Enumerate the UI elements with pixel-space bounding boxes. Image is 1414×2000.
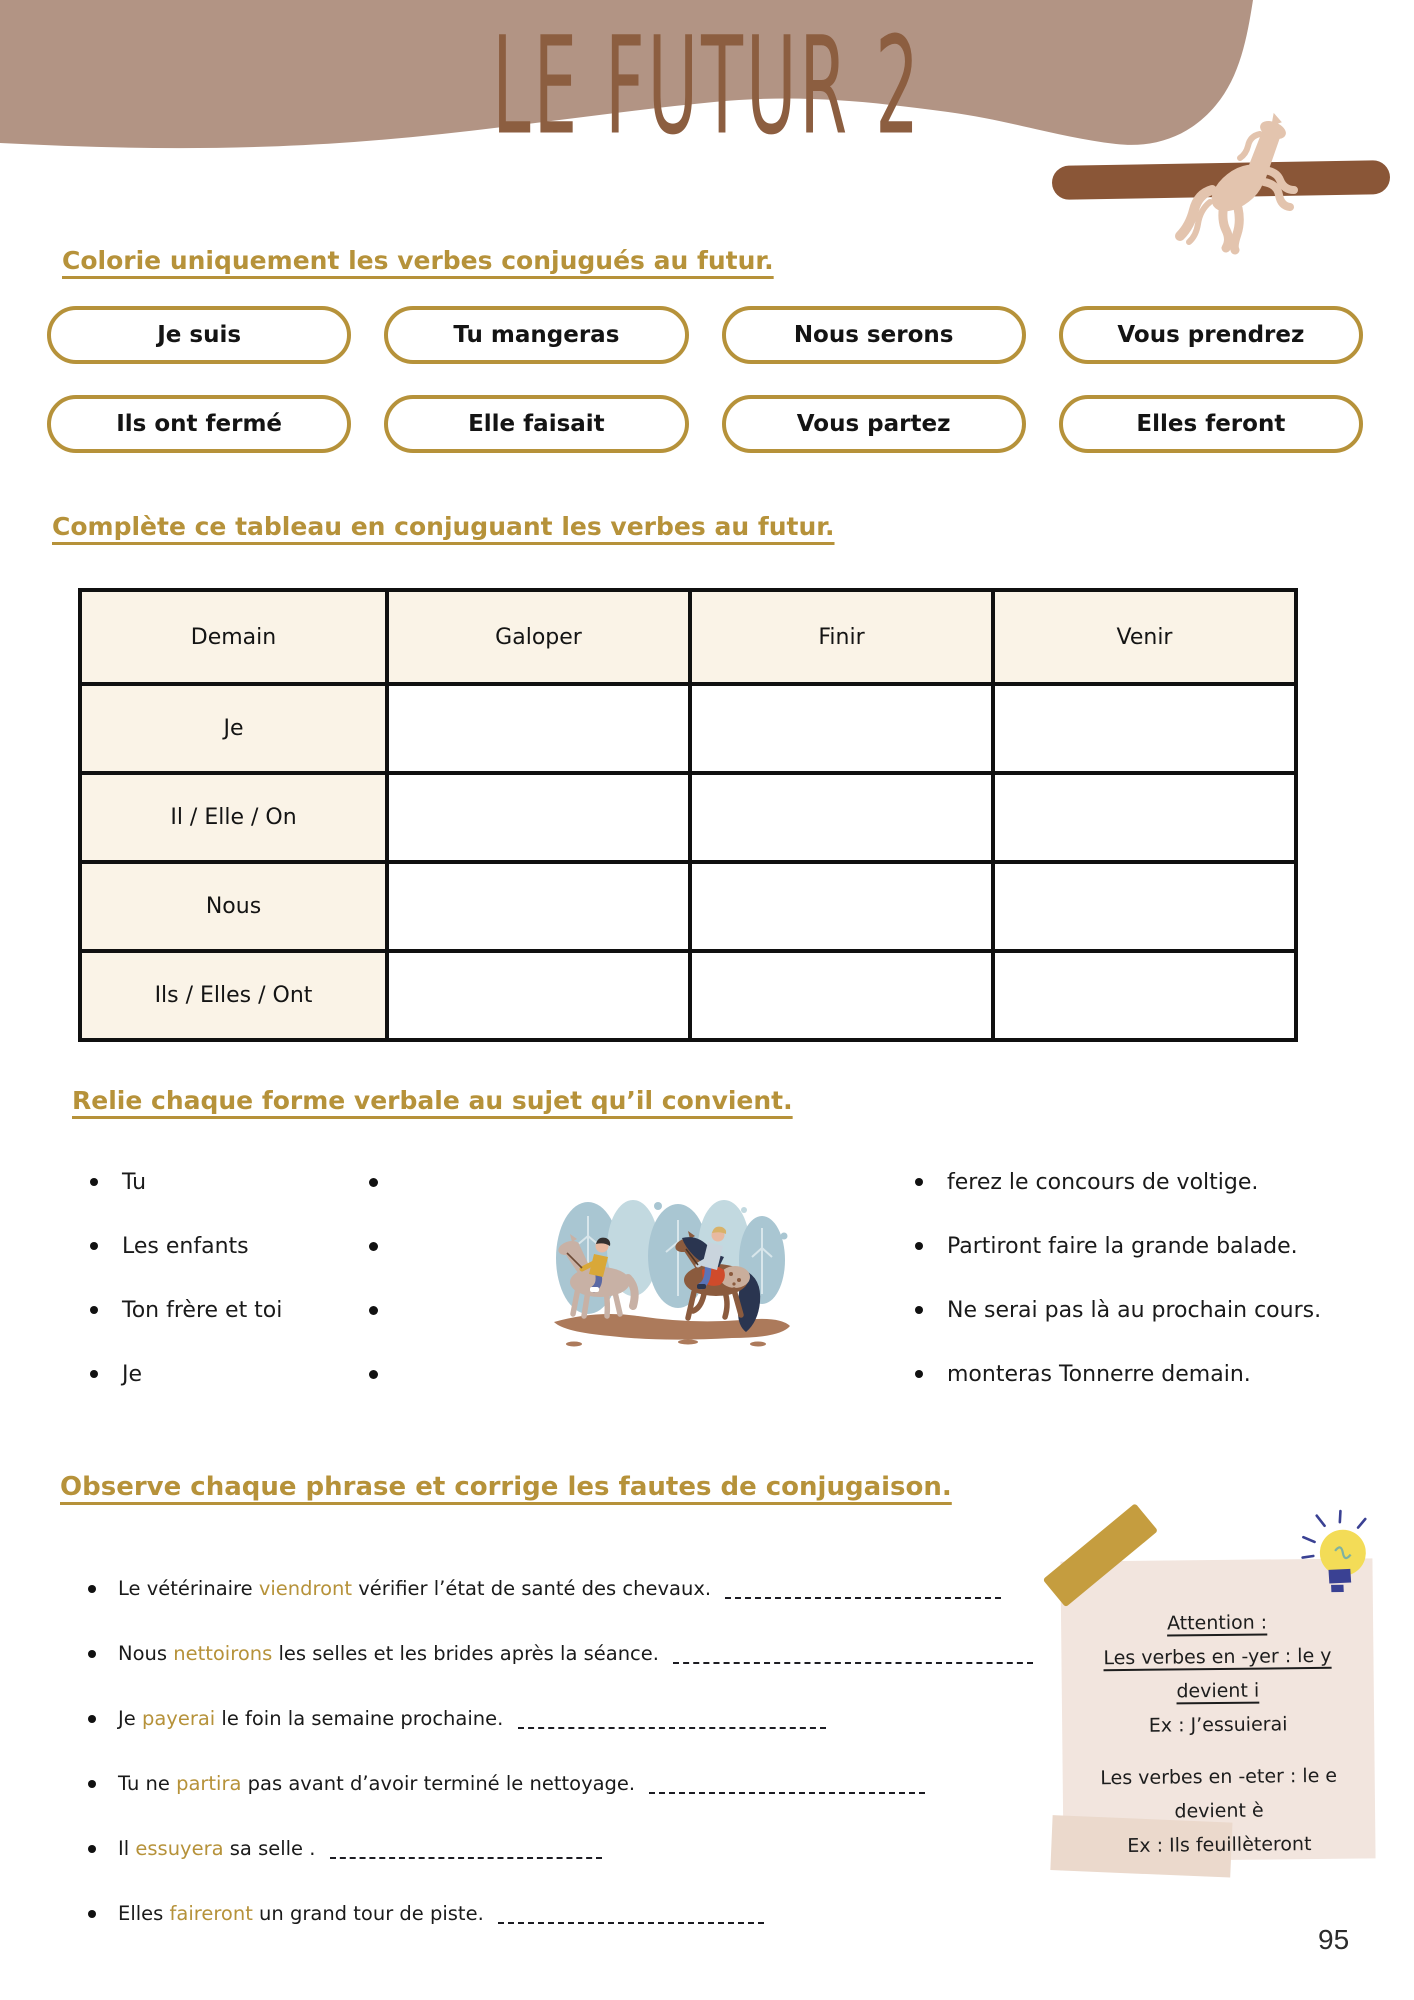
verb-pill[interactable]: Vous prendrez bbox=[1059, 306, 1363, 364]
table-row-label: Il / Elle / On bbox=[80, 773, 387, 862]
match-subject-row bbox=[90, 1214, 378, 1278]
table-row-label: Je bbox=[80, 684, 387, 773]
answer-line[interactable] bbox=[725, 1579, 1001, 1599]
answer-line[interactable] bbox=[498, 1904, 764, 1924]
sentence-text: les selles et les brides après la séance. bbox=[272, 1642, 666, 1665]
note-rule1-line2: devient i bbox=[1176, 1679, 1260, 1703]
sentence-text: le foin la semaine prochaine. bbox=[215, 1707, 510, 1730]
subject-label: Les enfants bbox=[122, 1233, 249, 1259]
bullet-icon bbox=[90, 1370, 98, 1378]
exercise1-instruction: Colorie uniquement les verbes conjugués au futur. bbox=[62, 246, 774, 275]
predicate-label: Ne serai pas là au prochain cours. bbox=[947, 1297, 1322, 1323]
exercise4-instruction: Observe chaque phrase et corrige les fautes de conjugaison. bbox=[60, 1472, 952, 1502]
sentence-text: pas avant d’avoir terminé le nettoyage. bbox=[241, 1772, 642, 1795]
verb-pill[interactable]: Vous partez bbox=[722, 395, 1026, 453]
exercise3-instruction: Relie chaque forme verbale au sujet qu’il convient. bbox=[72, 1086, 793, 1115]
answer-cell[interactable] bbox=[993, 684, 1296, 773]
subject-label: Tu bbox=[122, 1169, 147, 1195]
connector-dot[interactable] bbox=[369, 1178, 378, 1187]
table-row-label: Ils / Elles / Ont bbox=[80, 951, 387, 1040]
sentence-error-verb: nettoirons bbox=[173, 1642, 273, 1665]
connector-dot[interactable] bbox=[915, 1370, 923, 1378]
match-subject-row bbox=[90, 1278, 378, 1342]
subject-label: Ton frère et toi bbox=[122, 1297, 283, 1323]
connector-dot[interactable] bbox=[915, 1242, 923, 1250]
sentence-error-verb: essuyera bbox=[135, 1837, 224, 1860]
connector-dot[interactable] bbox=[915, 1306, 923, 1314]
connector-dot[interactable] bbox=[369, 1370, 378, 1379]
answer-cell[interactable] bbox=[387, 773, 690, 862]
answer-line[interactable] bbox=[518, 1709, 826, 1729]
table-row bbox=[80, 951, 1296, 1040]
connector-dot[interactable] bbox=[369, 1306, 378, 1315]
table-header-row bbox=[80, 590, 1296, 684]
answer-line[interactable] bbox=[330, 1839, 602, 1859]
match-subject-row bbox=[90, 1150, 378, 1214]
bullet-icon bbox=[88, 1650, 96, 1658]
lightbulb-icon bbox=[1290, 1508, 1387, 1613]
answer-cell[interactable] bbox=[387, 684, 690, 773]
sentence-row bbox=[88, 1556, 1088, 1621]
sentence-text: Je bbox=[118, 1707, 142, 1730]
match-predicate-row bbox=[915, 1342, 1321, 1406]
table-header-cell: Finir bbox=[690, 590, 993, 684]
note-title: Attention : bbox=[1166, 1611, 1268, 1635]
predicate-label: ferez le concours de voltige. bbox=[947, 1169, 1259, 1195]
sentence-text: Nous bbox=[118, 1642, 174, 1665]
bullet-icon bbox=[88, 1845, 96, 1853]
answer-cell[interactable] bbox=[993, 773, 1296, 862]
sentence-row bbox=[88, 1751, 1088, 1816]
predicate-label: Partiront faire la grande balade. bbox=[947, 1233, 1298, 1259]
page-number: 95 bbox=[1318, 1924, 1350, 1955]
match-predicate-row bbox=[915, 1150, 1321, 1214]
bullet-icon bbox=[88, 1780, 96, 1788]
answer-cell[interactable] bbox=[690, 951, 993, 1040]
answer-line[interactable] bbox=[673, 1644, 1033, 1664]
answer-cell[interactable] bbox=[387, 951, 690, 1040]
bullet-icon bbox=[90, 1242, 98, 1250]
subject-label: Je bbox=[122, 1361, 143, 1387]
sentence-row bbox=[88, 1881, 1088, 1946]
sentence-error-verb: partira bbox=[176, 1772, 242, 1795]
verb-pill[interactable]: Je suis bbox=[47, 306, 351, 364]
sentence-text: un grand tour de piste. bbox=[252, 1902, 490, 1925]
match-subjects-column bbox=[90, 1150, 378, 1406]
match-predicate-row bbox=[915, 1214, 1321, 1278]
sentence-error-verb: viendront bbox=[258, 1577, 353, 1600]
sentence-text: sa selle . bbox=[223, 1837, 322, 1860]
correction-sentences bbox=[88, 1556, 1088, 1946]
verb-pill[interactable]: Elle faisait bbox=[384, 395, 688, 453]
sentence-text: Le vétérinaire bbox=[118, 1577, 259, 1600]
sentence-text: vérifier l’état de santé des chevaux. bbox=[352, 1577, 718, 1600]
sentence-error-verb: payerai bbox=[141, 1707, 216, 1730]
answer-cell[interactable] bbox=[690, 862, 993, 951]
table-header-cell: Demain bbox=[80, 590, 387, 684]
verb-pill-grid bbox=[47, 306, 1363, 453]
connector-dot[interactable] bbox=[915, 1178, 923, 1186]
bullet-icon bbox=[88, 1585, 96, 1593]
table-row bbox=[80, 684, 1296, 773]
verb-pill[interactable]: Elles feront bbox=[1059, 395, 1363, 453]
answer-cell[interactable] bbox=[690, 773, 993, 862]
note-rule2-line2: devient è bbox=[1174, 1799, 1264, 1823]
table-row bbox=[80, 773, 1296, 862]
verb-pill[interactable]: Nous serons bbox=[722, 306, 1026, 364]
verb-pill[interactable]: Tu mangeras bbox=[384, 306, 688, 364]
sentence-row bbox=[88, 1686, 1088, 1751]
verb-pill[interactable]: Ils ont fermé bbox=[47, 395, 351, 453]
note-rule2-example: Ex : Ils feuillèteront bbox=[1127, 1833, 1312, 1857]
table-header-cell: Galoper bbox=[387, 590, 690, 684]
note-rule1-line1: Les verbes en -yer : le y bbox=[1103, 1644, 1332, 1670]
sentence-error-verb: faireront bbox=[169, 1902, 253, 1925]
horse-riding-illustration bbox=[538, 1176, 800, 1354]
bullet-icon bbox=[90, 1178, 98, 1186]
answer-cell[interactable] bbox=[690, 684, 993, 773]
sentence-text: Tu ne bbox=[118, 1772, 177, 1795]
page-title bbox=[0, 8, 1414, 166]
bullet-icon bbox=[88, 1715, 96, 1723]
connector-dot[interactable] bbox=[369, 1242, 378, 1251]
answer-cell[interactable] bbox=[993, 862, 1296, 951]
bullet-icon bbox=[88, 1910, 96, 1918]
sentence-text: Elles bbox=[118, 1902, 170, 1925]
exercise2-instruction: Complète ce tableau en conjuguant les verbes au futur. bbox=[52, 512, 835, 541]
answer-cell[interactable] bbox=[993, 951, 1296, 1040]
sentence-text: Il bbox=[118, 1837, 136, 1860]
conjugation-table bbox=[78, 588, 1298, 1042]
attention-note bbox=[1060, 1558, 1375, 1861]
table-header-cell: Venir bbox=[993, 590, 1296, 684]
sentence-row bbox=[88, 1816, 1088, 1881]
sentence-row bbox=[88, 1621, 1088, 1686]
table-row-label: Nous bbox=[80, 862, 387, 951]
bullet-icon bbox=[90, 1306, 98, 1314]
answer-line[interactable] bbox=[649, 1774, 925, 1794]
page-title-text: LE FUTUR 2 bbox=[492, 8, 922, 166]
answer-cell[interactable] bbox=[387, 862, 690, 951]
table-row bbox=[80, 862, 1296, 951]
note-rule2-line1: Les verbes en -eter : le e bbox=[1100, 1764, 1338, 1790]
match-predicates-column bbox=[915, 1150, 1321, 1406]
match-subject-row bbox=[90, 1342, 378, 1406]
match-predicate-row bbox=[915, 1278, 1321, 1342]
predicate-label: monteras Tonnerre demain. bbox=[947, 1361, 1251, 1387]
note-rule1-example: Ex : J’essuierai bbox=[1148, 1713, 1288, 1737]
